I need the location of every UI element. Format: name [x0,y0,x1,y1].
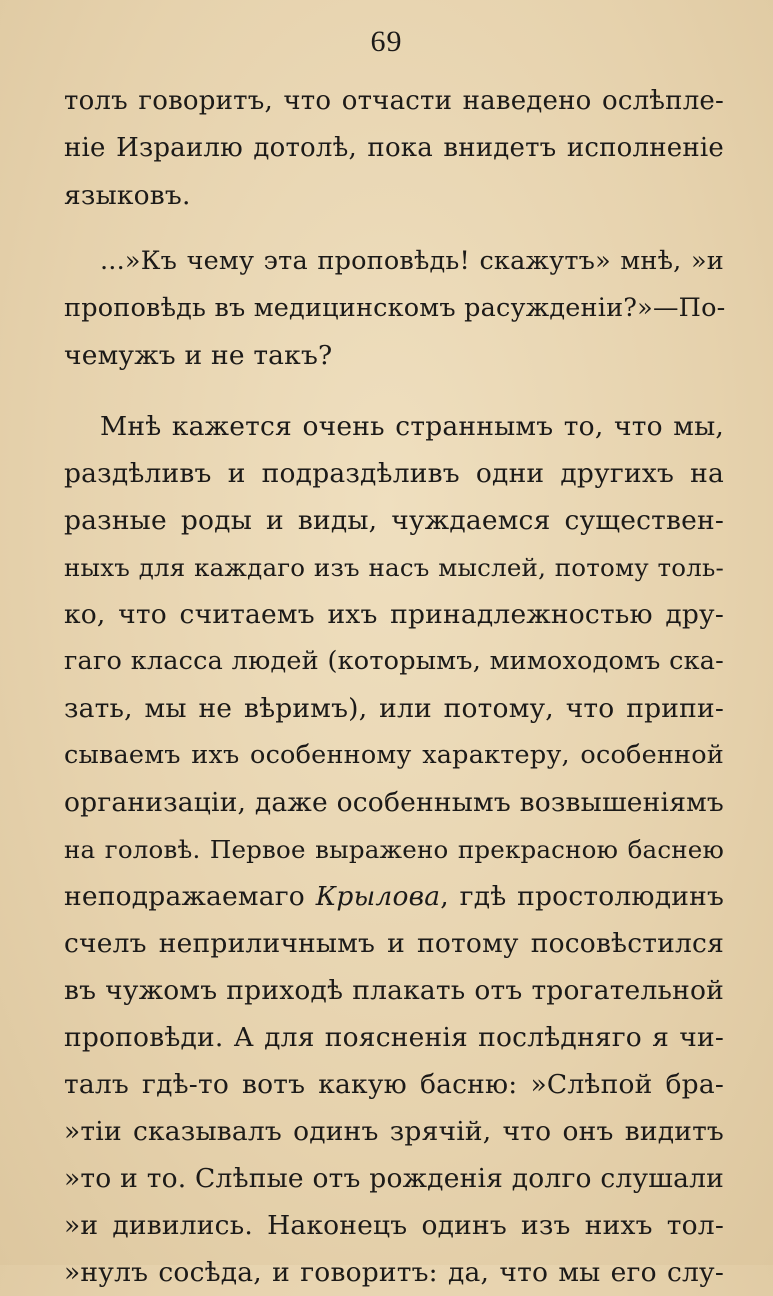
text-line: на головѣ. Первое выражено прекрасною баснею [64,835,724,864]
text-line: гаго класса людей (которымъ, мимоходомъ ска- [64,646,724,676]
text-line: раздѣливъ и подраздѣливъ одни другихъ на [64,458,724,489]
text-line: ныхъ для каждаго изъ насъ мыслей, потому толь- [64,553,724,582]
text-line: толъ говоритъ, что отчасти наведено ослѣпле- [64,86,724,116]
text-line: Мнѣ кажется очень страннымъ то, что мы, [100,411,724,442]
text-line: чемужъ и не такъ? [64,340,333,371]
text-line: »то и то. Слѣпые отъ рожденія долго слушали [64,1163,724,1194]
text-line-with-italic [64,873,724,920]
text-line: »нулъ сосѣда, и говоритъ: да, что мы его слу- [64,1257,724,1288]
text-line: ко, что считаемъ ихъ принадлежностью дру- [64,599,724,630]
text-line: »тіи сказывалъ одинъ зрячій, что онъ видитъ [64,1116,724,1147]
text-line: ...»Къ чему эта проповѣдь! скажутъ» мнѣ, »и [100,246,724,276]
text-line: проповѣдь въ медицинскомъ расужденіи?»—По- [64,293,726,323]
text-line: счелъ неприличнымъ и потому посовѣстился [64,928,724,959]
paragraph-3 [64,403,724,1296]
text-line: разные роды и виды, чуждаемся существен- [64,505,724,536]
text-line: сываемъ ихъ особенному характеру, особенной [64,740,724,770]
text-line: зать, мы не вѣримъ), или потому, что припи- [64,693,724,724]
text-segment: , гдѣ простолюдинъ [440,881,725,912]
text-line: ніе Израилю дотолѣ, пока внидетъ исполненіе [64,133,724,163]
text-line: въ чужомъ приходѣ плакать отъ трогательной [64,975,724,1006]
italic-author-name: Крылова [315,881,441,912]
page-number: 69 [370,25,403,58]
text-line: организаціи, даже особеннымъ возвышеніямъ [64,787,724,818]
paragraph-2 [64,238,724,379]
paragraph-1 [64,78,724,219]
text-line: талъ гдѣ-то вотъ какую басню: »Слѣпой бра- [64,1069,724,1100]
text-line: проповѣди. А для поясненія послѣдняго я чи- [64,1022,724,1053]
text-segment: неподражаемаго [64,881,305,912]
text-line: »и дивились. Наконецъ одинъ изъ нихъ тол- [64,1210,724,1241]
text-line: языковъ. [64,180,191,211]
